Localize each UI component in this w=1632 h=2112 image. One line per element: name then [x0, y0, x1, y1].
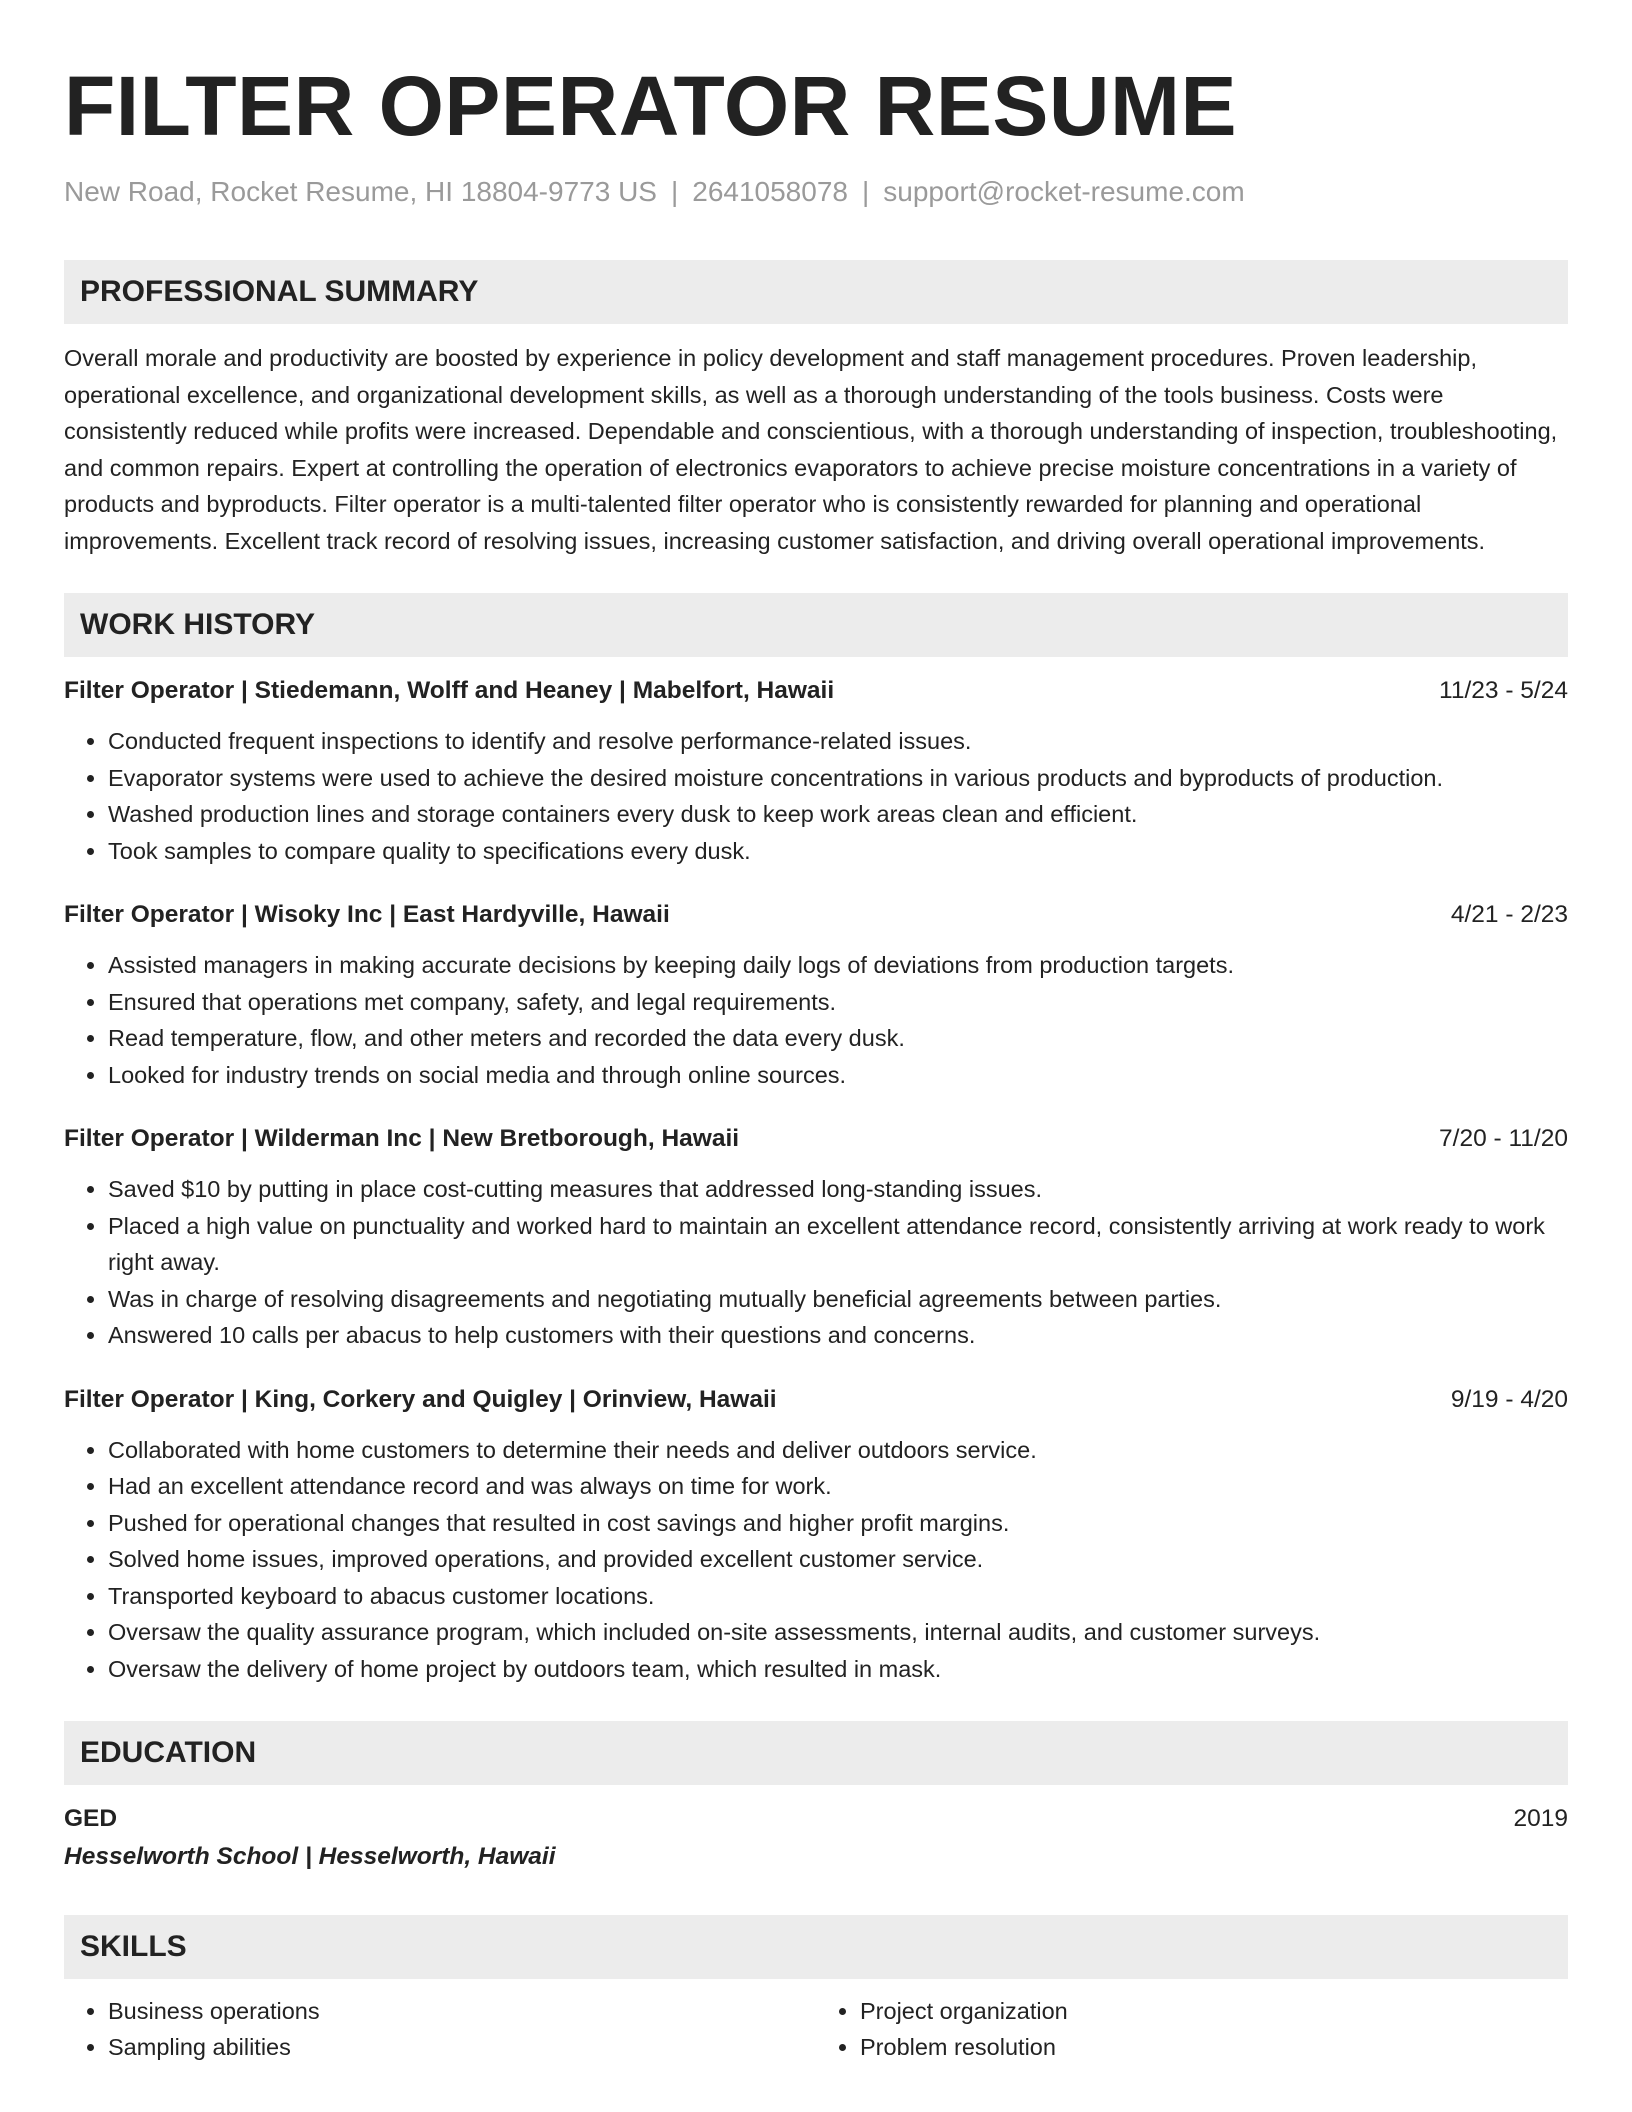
skill-item: • Business operations — [108, 1993, 816, 2029]
job-header — [64, 1382, 1568, 1418]
skills-column-left — [64, 1993, 816, 2065]
job-bullet: • Solved home issues, improved operations, and provided excellent customer service. — [108, 1541, 1568, 1578]
job-dates: 4/21 - 2/23 — [1450, 901, 1568, 928]
education-header — [64, 1801, 1568, 1837]
job-entry — [64, 1382, 1568, 1688]
job-bullet: • Had an excellent attendance record and was always on time for work. — [108, 1468, 1568, 1505]
job-bullet: • Washed production lines and storage containers every dusk to keep work areas clean and efficient. — [108, 796, 1568, 833]
job-bullet: • Collaborated with home customers to determine their needs and deliver outdoors service. — [108, 1432, 1568, 1469]
job-header — [64, 897, 1568, 933]
education-degree: GED — [64, 1805, 118, 1832]
education-entry — [64, 1801, 1568, 1877]
contact-address: New Road, Rocket Resume, HI 18804-9773 US — [64, 176, 657, 207]
skills-column-right — [816, 1993, 1568, 2065]
summary-section-header: PROFESSIONAL SUMMARY — [64, 260, 1568, 324]
job-bullet: • Conducted frequent inspections to identify and resolve performance-related issues. — [108, 723, 1568, 760]
job-bullet: • Was in charge of resolving disagreements and negotiating mutually beneficial agreements between parties. — [108, 1281, 1568, 1318]
job-bullet: • Looked for industry trends on social media and through online sources. — [108, 1057, 1568, 1094]
job-bullet: • Evaporator systems were used to achieve the desired moisture concentrations in various products and byproducts of production. — [108, 760, 1568, 797]
job-header — [64, 673, 1568, 709]
job-entry — [64, 897, 1568, 1093]
job-title: Filter Operator | King, Corkery and Quigley | Orinview, Hawaii — [64, 1385, 777, 1413]
job-bullet: • Answered 10 calls per abacus to help customers with their questions and concerns. — [108, 1317, 1568, 1354]
contact-separator: | — [670, 176, 679, 207]
contact-separator: | — [861, 176, 870, 207]
resume-title: FILTER OPERATOR RESUME — [64, 59, 1238, 153]
education-year: 2019 — [1513, 1805, 1568, 1832]
job-dates: 7/20 - 11/20 — [1439, 1125, 1568, 1152]
skills-section-header: SKILLS — [64, 1915, 1568, 1979]
job-bullet: • Assisted managers in making accurate decisions by keeping daily logs of deviations from production targets. — [108, 947, 1568, 984]
job-bullet: • Transported keyboard to abacus customer locations. — [108, 1578, 1568, 1615]
work-history-section-header: WORK HISTORY — [64, 593, 1568, 657]
summary-text: Overall morale and productivity are boosted by experience in policy development and staff management procedures. Proven leadership, operational excellence, and organizational development skills, as well as a thorough understanding of the tools business. Costs were consistently reduced while profits were increased. Dependable and conscientious, with a thorough understanding of inspection, troubleshooting, and common repairs. Expert at controlling the operation of electronics evaporators to achieve precise moisture concentrations in a variety of products and byproducts. Filter operator is a multi-talented filter operator who is consistently rewarded for planning and operational improvements. Excellent track record of resolving issues, increasing customer satisfaction, and driving overall operational improvements. — [64, 345, 1558, 554]
contact-email: support@rocket-resume.com — [883, 176, 1245, 207]
job-dates: 9/19 - 4/20 — [1450, 1385, 1568, 1413]
job-header — [64, 1121, 1568, 1157]
job-title: Filter Operator | Wisoky Inc | East Hardyville, Hawaii — [64, 901, 670, 928]
education-section-header: EDUCATION — [64, 1721, 1568, 1785]
job-title: Filter Operator | Stiedemann, Wolff and Heaney | Mabelfort, Hawaii — [64, 677, 835, 704]
job-bullet: • Oversaw the quality assurance program, which included on-site assessments, internal audits, and customer surveys. — [108, 1614, 1568, 1651]
skill-item: • Sampling abilities — [108, 2029, 816, 2065]
job-bullets — [64, 1432, 1568, 1688]
job-bullet: • Took samples to compare quality to specifications every dusk. — [108, 833, 1568, 870]
skill-item: • Problem resolution — [860, 2029, 1568, 2065]
job-bullet: • Read temperature, flow, and other meters and recorded the data every dusk. — [108, 1020, 1568, 1057]
skills-list — [64, 1993, 1568, 2065]
job-bullet: • Pushed for operational changes that resulted in cost savings and higher profit margins. — [108, 1505, 1568, 1542]
job-bullet: • Placed a high value on punctuality and worked hard to maintain an excellent attendance record, consistently arriving at work ready to work right away. — [108, 1208, 1568, 1281]
job-bullets — [64, 1171, 1568, 1354]
skill-item: • Project organization — [860, 1993, 1568, 2029]
job-bullet: • Saved $10 by putting in place cost-cutting measures that addressed long-standing issues. — [108, 1171, 1568, 1208]
job-bullet: • Ensured that operations met company, safety, and legal requirements. — [108, 984, 1568, 1021]
job-bullet: • Oversaw the delivery of home project by outdoors team, which resulted in mask. — [108, 1651, 1568, 1688]
job-bullets — [64, 723, 1568, 869]
job-bullets — [64, 947, 1568, 1093]
contact-phone: 2641058078 — [692, 176, 848, 207]
job-entry — [64, 1121, 1568, 1354]
job-dates: 11/23 - 5/24 — [1439, 677, 1568, 704]
job-entry — [64, 673, 1568, 869]
contact-line — [64, 174, 1568, 210]
job-title: Filter Operator | Wilderman Inc | New Bretborough, Hawaii — [64, 1125, 740, 1152]
education-school: Hesselworth School | Hesselworth, Hawaii — [64, 1843, 556, 1870]
